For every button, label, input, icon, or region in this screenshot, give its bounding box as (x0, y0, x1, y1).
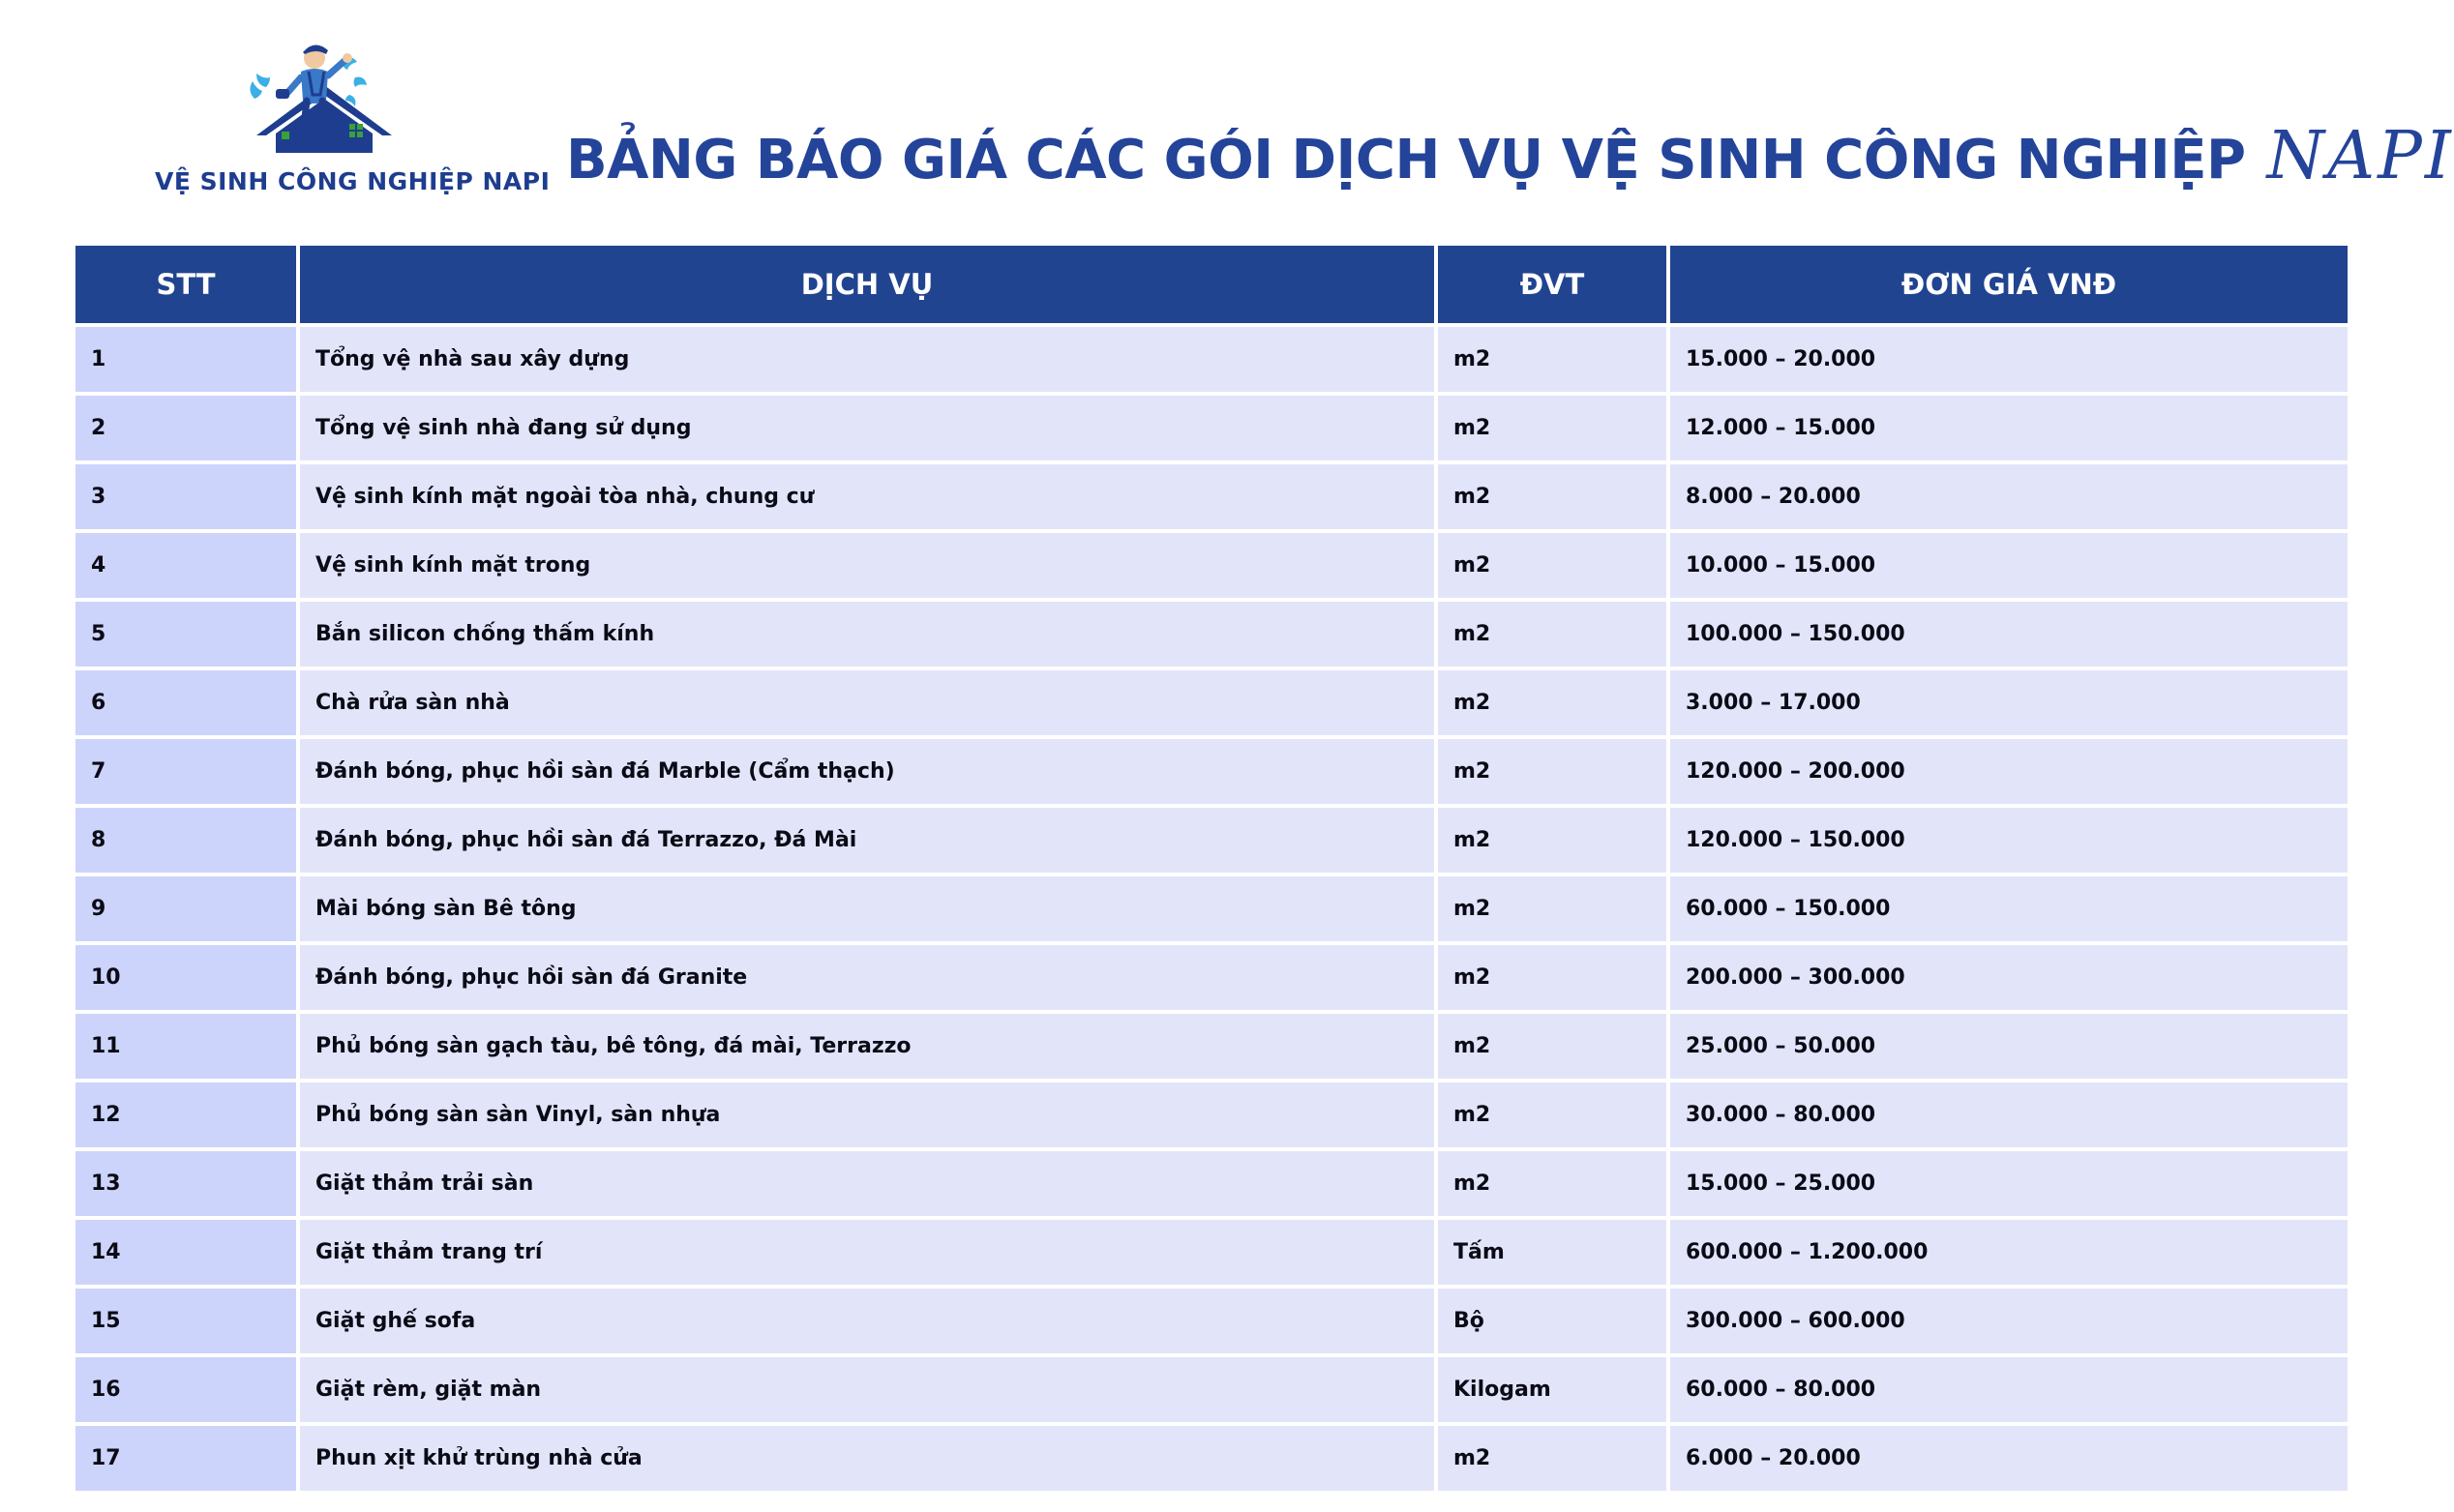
cell-price: 100.000 – 150.000 (1670, 602, 2348, 667)
cell-price: 6.000 – 20.000 (1670, 1426, 2348, 1491)
cell-service: Giặt rèm, giặt màn (300, 1357, 1434, 1422)
cell-price: 3.000 – 17.000 (1670, 670, 2348, 735)
table-row (75, 808, 2348, 873)
cell-unit: m2 (1438, 1082, 1666, 1147)
cell-unit: m2 (1438, 327, 1666, 392)
header-service: DỊCH VỤ (300, 246, 1434, 323)
cell-service: Phủ bóng sàn gạch tàu, bê tông, đá mài, Terrazzo (300, 1014, 1434, 1079)
header-stt: STT (75, 246, 296, 323)
cell-price: 120.000 – 150.000 (1670, 808, 2348, 873)
table-row (75, 1014, 2348, 1079)
table-header-row (75, 246, 2348, 323)
cell-service: Giặt ghế sofa (300, 1289, 1434, 1353)
title-main: BẢNG BÁO GIÁ CÁC GÓI DỊCH VỤ VỆ SINH CÔNG NGHIỆP (566, 129, 2246, 192)
cell-stt: 15 (75, 1289, 296, 1353)
table-row (75, 1151, 2348, 1216)
table-row (75, 1426, 2348, 1491)
cell-service: Chà rửa sàn nhà (300, 670, 1434, 735)
cell-service: Phun xịt khử trùng nhà cửa (300, 1426, 1434, 1491)
table-row (75, 739, 2348, 804)
cell-unit: Bộ (1438, 1289, 1666, 1353)
cell-price: 25.000 – 50.000 (1670, 1014, 2348, 1079)
cell-service: Tổng vệ sinh nhà đang sử dụng (300, 396, 1434, 460)
title-brand: NAPI (2266, 118, 2454, 194)
cell-price: 600.000 – 1.200.000 (1670, 1220, 2348, 1285)
cell-stt: 6 (75, 670, 296, 735)
cell-price: 200.000 – 300.000 (1670, 945, 2348, 1010)
cell-unit: m2 (1438, 396, 1666, 460)
cell-unit: m2 (1438, 876, 1666, 941)
table-row (75, 876, 2348, 941)
cell-unit: Kilogam (1438, 1357, 1666, 1422)
table-body (75, 327, 2348, 1491)
logo-text: VỆ SINH CÔNG NGHIỆP NAPI (155, 167, 551, 195)
cell-unit: m2 (1438, 670, 1666, 735)
cell-service: Đánh bóng, phục hồi sàn đá Granite (300, 945, 1434, 1010)
cell-price: 8.000 – 20.000 (1670, 464, 2348, 529)
header-price: ĐƠN GIÁ VNĐ (1670, 246, 2348, 323)
table-row (75, 1357, 2348, 1422)
cell-stt: 9 (75, 876, 296, 941)
cell-unit: m2 (1438, 808, 1666, 873)
cell-stt: 10 (75, 945, 296, 1010)
table-row (75, 945, 2348, 1010)
cell-price: 60.000 – 80.000 (1670, 1357, 2348, 1422)
cell-unit: m2 (1438, 602, 1666, 667)
cell-stt: 5 (75, 602, 296, 667)
cell-price: 60.000 – 150.000 (1670, 876, 2348, 941)
cell-unit: m2 (1438, 945, 1666, 1010)
price-table (72, 242, 2351, 1495)
cell-service: Vệ sinh kính mặt ngoài tòa nhà, chung cư (300, 464, 1434, 529)
cell-stt: 3 (75, 464, 296, 529)
cell-price: 120.000 – 200.000 (1670, 739, 2348, 804)
cell-stt: 7 (75, 739, 296, 804)
cell-stt: 4 (75, 533, 296, 598)
cell-stt: 14 (75, 1220, 296, 1285)
cell-stt: 8 (75, 808, 296, 873)
cell-stt: 1 (75, 327, 296, 392)
table-row (75, 670, 2348, 735)
table-row (75, 533, 2348, 598)
cell-price: 300.000 – 600.000 (1670, 1289, 2348, 1353)
table-row (75, 1082, 2348, 1147)
cell-stt: 12 (75, 1082, 296, 1147)
cell-service: Đánh bóng, phục hồi sàn đá Terrazzo, Đá Mài (300, 808, 1434, 873)
cell-unit: m2 (1438, 1014, 1666, 1079)
cell-stt: 16 (75, 1357, 296, 1422)
cell-service: Giặt thảm trang trí (300, 1220, 1434, 1285)
cell-unit: Tấm (1438, 1220, 1666, 1285)
table-row (75, 327, 2348, 392)
header-unit: ĐVT (1438, 246, 1666, 323)
table-row (75, 602, 2348, 667)
cell-unit: m2 (1438, 1426, 1666, 1491)
company-logo (155, 39, 551, 203)
cleaner-house-logo-icon (227, 39, 421, 160)
cell-stt: 13 (75, 1151, 296, 1216)
page-title (566, 118, 2454, 205)
cell-price: 15.000 – 25.000 (1670, 1151, 2348, 1216)
cell-unit: m2 (1438, 464, 1666, 529)
cell-unit: m2 (1438, 1151, 1666, 1216)
cell-service: Phủ bóng sàn sàn Vinyl, sàn nhựa (300, 1082, 1434, 1147)
cell-stt: 17 (75, 1426, 296, 1491)
table-row (75, 396, 2348, 460)
table-row (75, 1220, 2348, 1285)
cell-price: 30.000 – 80.000 (1670, 1082, 2348, 1147)
cell-unit: m2 (1438, 739, 1666, 804)
cell-service: Mài bóng sàn Bê tông (300, 876, 1434, 941)
cell-service: Giặt thảm trải sàn (300, 1151, 1434, 1216)
cell-service: Tổng vệ nhà sau xây dựng (300, 327, 1434, 392)
cell-service: Bắn silicon chống thấm kính (300, 602, 1434, 667)
cell-unit: m2 (1438, 533, 1666, 598)
cell-price: 12.000 – 15.000 (1670, 396, 2348, 460)
table-row (75, 464, 2348, 529)
cell-service: Vệ sinh kính mặt trong (300, 533, 1434, 598)
table-row (75, 1289, 2348, 1353)
cell-price: 15.000 – 20.000 (1670, 327, 2348, 392)
cell-price: 10.000 – 15.000 (1670, 533, 2348, 598)
cell-service: Đánh bóng, phục hồi sàn đá Marble (Cẩm thạch) (300, 739, 1434, 804)
cell-stt: 2 (75, 396, 296, 460)
cell-stt: 11 (75, 1014, 296, 1079)
